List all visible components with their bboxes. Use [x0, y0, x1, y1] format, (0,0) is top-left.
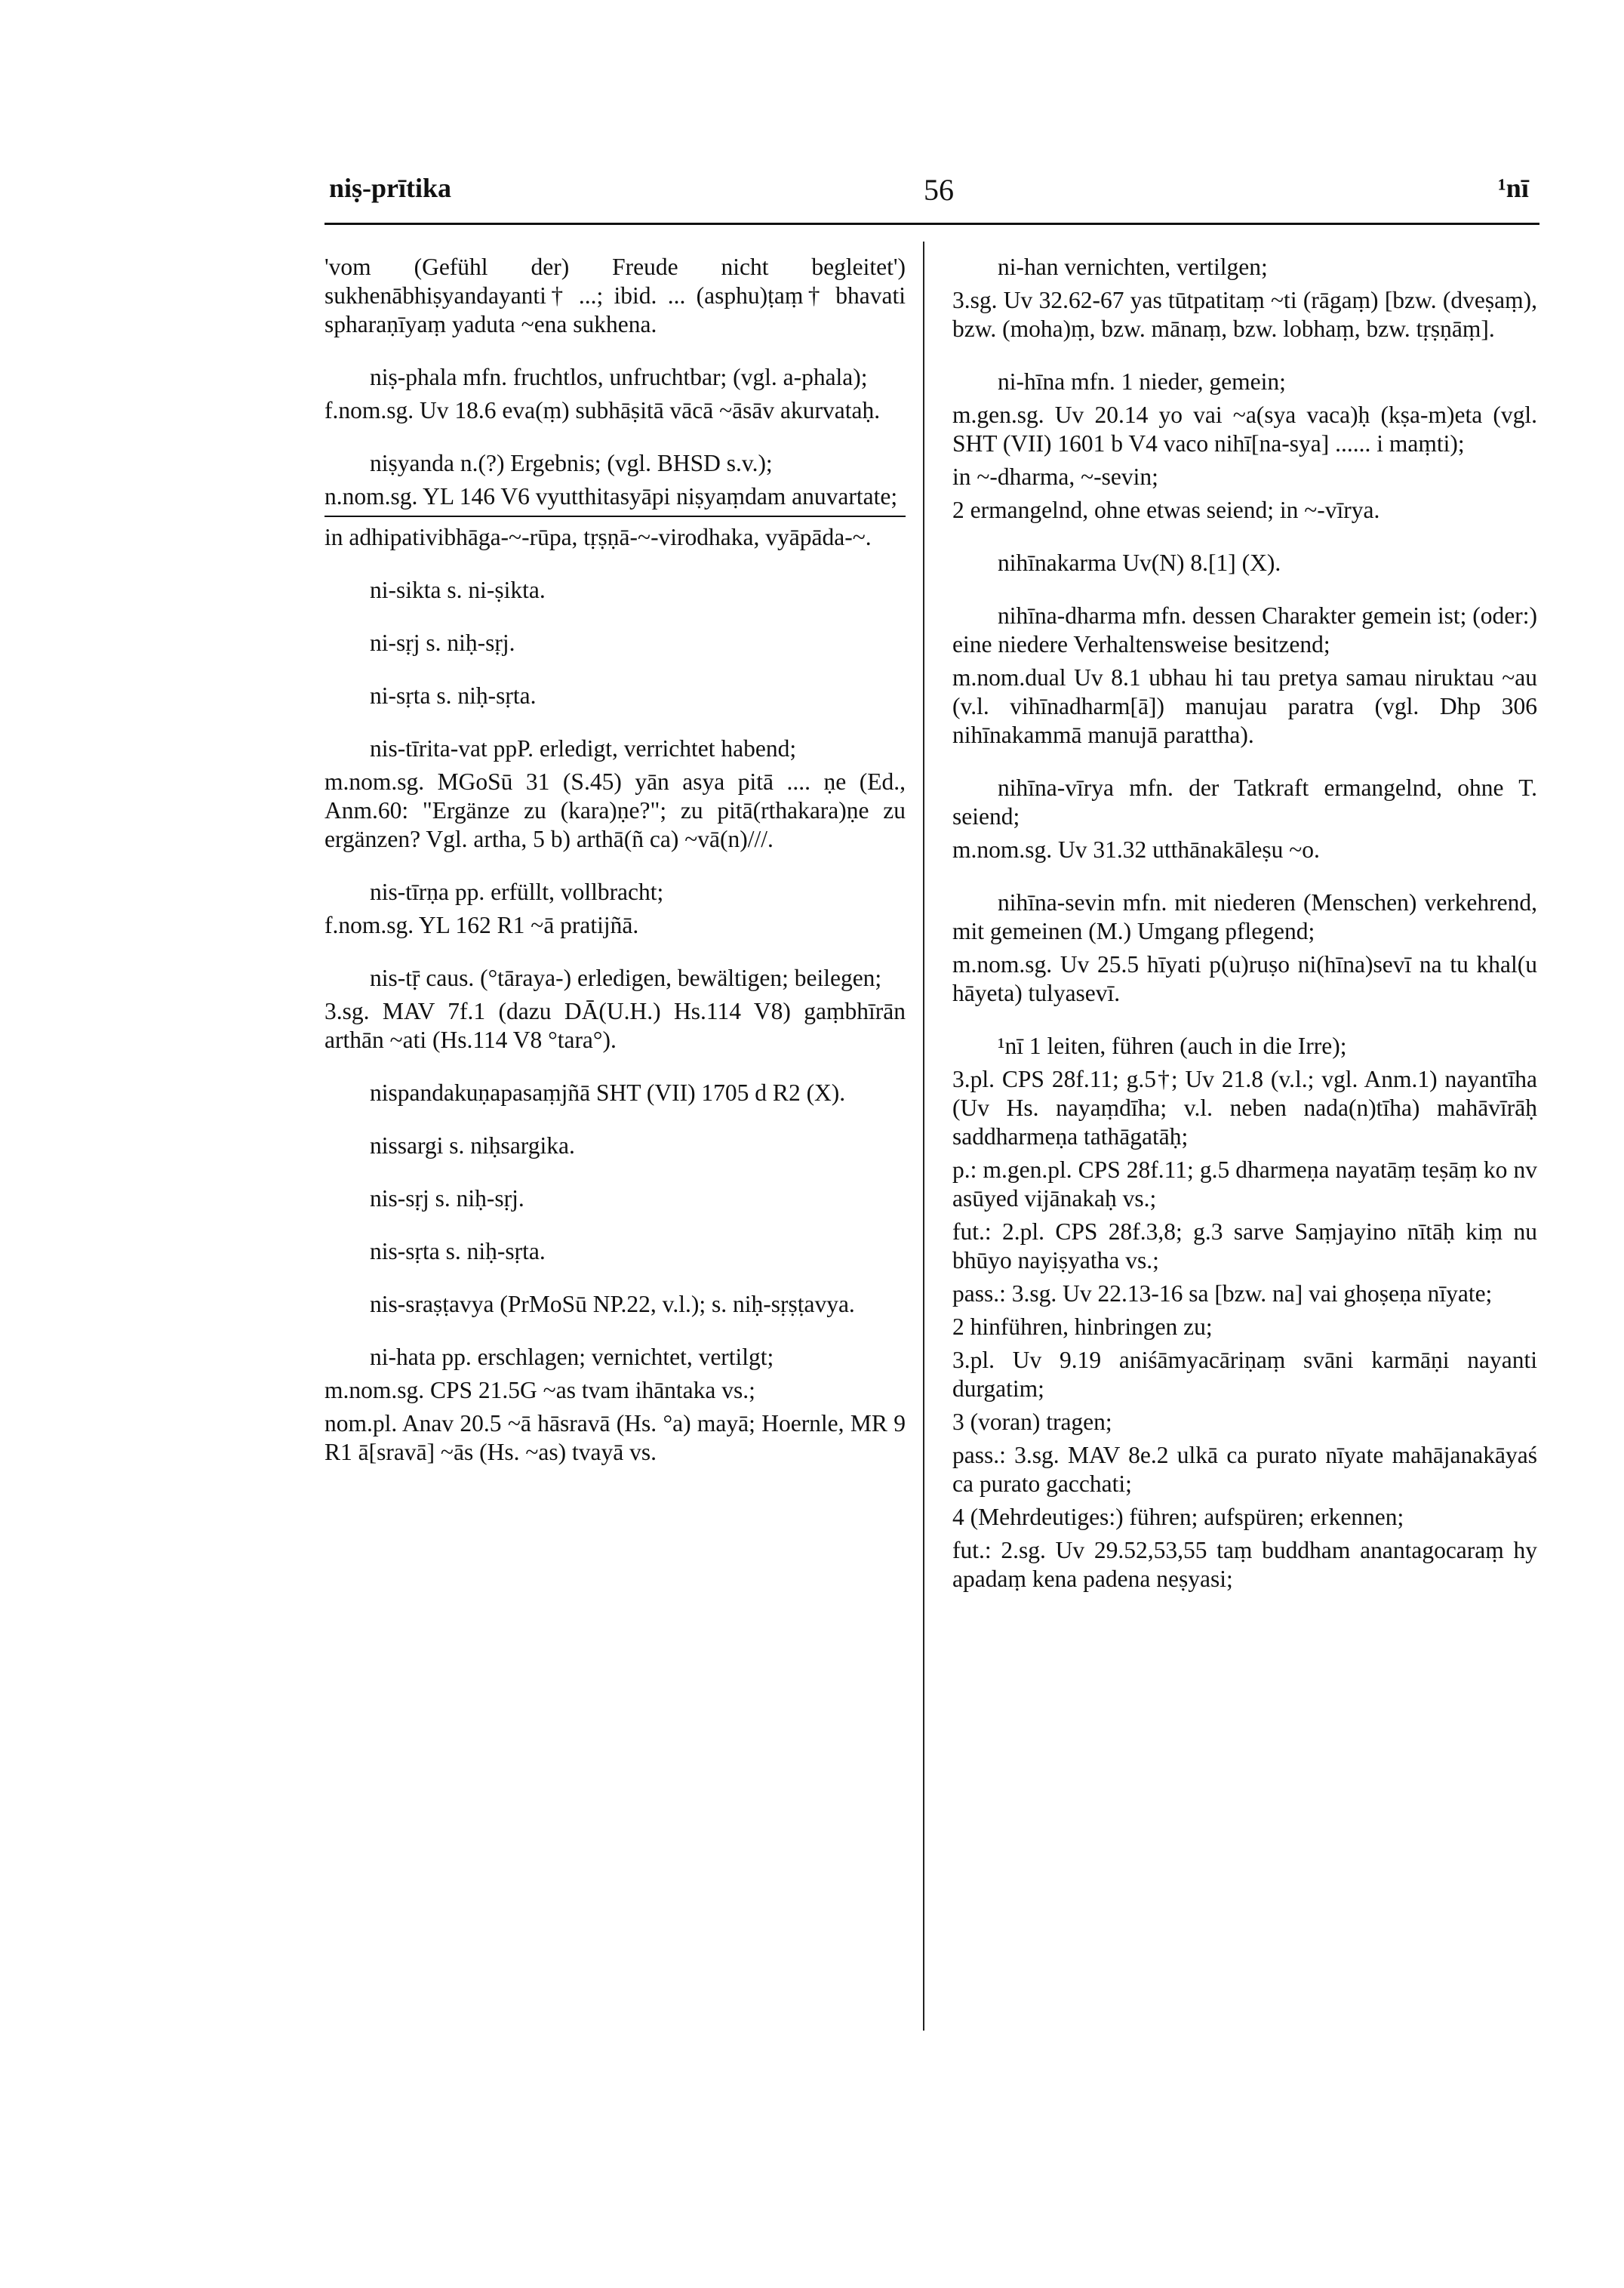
dictionary-entry: 3.sg. MAV 7f.1 (dazu DĀ(U.H.) Hs.114 V8) gaṃbhīrān arthān ~ati (Hs.114 V8 °tara°). — [324, 998, 906, 1053]
dictionary-entry: ni-han vernichten, vertilgen; — [998, 254, 1268, 280]
dictionary-entry: 3 (voran) tragen; — [952, 1409, 1112, 1435]
running-head-left: niṣ-prītika — [329, 173, 452, 203]
dictionary-entry: niṣyanda n.(?) Ergebnis; (vgl. BHSD s.v.); — [370, 450, 773, 476]
page-number: 56 — [924, 173, 954, 207]
running-head-right: ¹nī — [1498, 173, 1529, 203]
dictionary-entry: pass.: 3.sg. Uv 22.13-16 sa [bzw. na] vai ghoṣeṇa nīyate; — [952, 1280, 1493, 1307]
entry-separator-rule — [324, 516, 906, 517]
dictionary-entry: 3.pl. Uv 9.19 aniśāmyacāriṇaṃ svāni karmāṇi nayanti durgatim; — [952, 1347, 1537, 1402]
dictionary-entry: ¹nī 1 leiten, führen (auch in die Irre); — [998, 1033, 1347, 1059]
dictionary-entry: nihīnakarma Uv(N) 8.[1] (X). — [998, 550, 1281, 576]
dictionary-entry: nis-tīrita-vat ppP. erledigt, verrichtet habend; — [370, 735, 797, 762]
dictionary-entry: ni-hīna mfn. 1 nieder, gemein; — [998, 368, 1286, 395]
column-divider — [923, 242, 924, 2031]
dictionary-entry: ni-sṛta s. niḥ-sṛta. — [370, 682, 537, 709]
dictionary-entry: m.nom.sg. CPS 21.5G ~as tvam ihāntaka vs.; — [324, 1377, 755, 1403]
dictionary-entry: nis-sṛj s. niḥ-sṛj. — [370, 1185, 524, 1212]
dictionary-entry: nis-tṝ caus. (°tāraya-) erledigen, bewältigen; beilegen; — [370, 965, 882, 991]
left-column — [324, 253, 906, 1491]
dictionary-entry: nis-sṛta s. niḥ-sṛta. — [370, 1238, 546, 1264]
header-rule — [324, 223, 1539, 225]
dictionary-entry: m.nom.sg. Uv 25.5 hīyati p(u)ruṣo ni(hīna)sevī na tu khal(u hāyeta) tulyasevī. — [952, 951, 1537, 1006]
dictionary-entry: 'vom (Gefühl der) Freude nicht begleitet') sukhenābhiṣyandayanti† ...; ibid. ... (asphu)ṭaṃ† bhavati spharaṇīyaṃ yaduta ~ena sukhena. — [324, 254, 906, 337]
dictionary-entry: 2 ermangelnd, ohne etwas seiend; in ~-vīrya. — [952, 497, 1380, 523]
dictionary-entry: 3.pl. CPS 28f.11; g.5†; Uv 21.8 (v.l.; vgl. Anm.1) nayantīha (Uv Hs. nayaṃdīha; v.l. neben nada(n)tīha) mahāvīrāḥ saddharmeṇa tathāgatāḥ; — [952, 1066, 1537, 1150]
dictionary-entry: niṣ-phala mfn. fruchtlos, unfruchtbar; (vgl. a-phala); — [370, 364, 868, 390]
dictionary-entry: ni-sikta s. ni-ṣikta. — [370, 577, 546, 603]
dictionary-entry: nom.pl. Anav 20.5 ~ā hāsravā (Hs. °a) mayā; Hoernle, MR 9 R1 ā[sravā] ~ās (Hs. ~as) tvayā vs. — [324, 1410, 906, 1465]
dictionary-entry: p.: m.gen.pl. CPS 28f.11; g.5 dharmeṇa nayatāṃ teṣāṃ ko nv asūyed vijānakaḥ vs.; — [952, 1156, 1537, 1212]
dictionary-entry: 3.sg. Uv 32.62-67 yas tūtpatitaṃ ~ti (rāgaṃ) [bzw. (dveṣaṃ), bzw. (moha)ṃ, bzw. mānaṃ, bzw. lobhaṃ, bzw. tṛṣṇāṃ]. — [952, 287, 1537, 342]
dictionary-entry: m.nom.dual Uv 8.1 ubhau hi tau pretya samau niruktau ~au (v.l. vihīnadharm[ā]) manujau paratra (vgl. Dhp 306 nihīnakammā manujā parattha). — [952, 664, 1537, 748]
dictionary-entry: nis-tīrṇa pp. erfüllt, vollbracht; — [370, 879, 664, 905]
dictionary-entry: m.nom.sg. Uv 31.32 utthānakāleṣu ~o. — [952, 836, 1320, 863]
dictionary-entry: m.nom.sg. MGoSū 31 (S.45) yān asya pitā .... ṇe (Ed., Anm.60: "Ergänze zu (kara)ṇe?"; zu pitā(rthakara)ṇe zu ergänzen? Vgl. artha, 5 b) arthā(ñ ca) ~vā(n)///. — [324, 768, 906, 852]
dictionary-entry: nihīna-vīrya mfn. der Tatkraft ermangelnd, ohne T. seiend; — [952, 774, 1537, 830]
dictionary-entry: ni-hata pp. erschlagen; vernichtet, vertilgt; — [370, 1344, 774, 1370]
dictionary-entry: in adhipativibhāga-~-rūpa, tṛṣṇā-~-virodhaka, vyāpāda-~. — [324, 524, 872, 550]
dictionary-entry: m.gen.sg. Uv 20.14 yo vai ~a(sya vaca)ḥ (kṣa-m)eta (vgl. SHT (VII) 1601 b V4 vaco nihī[na-sya] ...... i maṃti); — [952, 402, 1537, 457]
dictionary-entry: f.nom.sg. YL 162 R1 ~ā pratijñā. — [324, 912, 639, 938]
dictionary-entry: 2 hinführen, hinbringen zu; — [952, 1313, 1213, 1340]
dictionary-entry: in ~-dharma, ~-sevin; — [952, 463, 1158, 490]
dictionary-entry: f.nom.sg. Uv 18.6 eva(ṃ) subhāṣitā vācā ~āsāv akurvataḥ. — [324, 397, 881, 423]
dictionary-entry: nispandakuṇapasaṃjñā SHT (VII) 1705 d R2 (X). — [370, 1079, 846, 1106]
dictionary-entry: ni-sṛj s. niḥ-sṛj. — [370, 630, 515, 656]
dictionary-entry: fut.: 2.sg. Uv 29.52,53,55 taṃ buddham anantagocaraṃ hy apadaṃ kena padena neṣyasi; — [952, 1537, 1537, 1592]
dictionary-entry: nihīna-dharma mfn. dessen Charakter gemein ist; (oder:) eine niedere Verhaltensweise besitzend; — [952, 602, 1537, 657]
dictionary-entry: n.nom.sg. YL 146 V6 vyutthitasyāpi niṣyaṃdam anuvartate; — [324, 483, 898, 510]
dictionary-entry: 4 (Mehrdeutiges:) führen; aufspüren; erkennen; — [952, 1504, 1404, 1530]
dictionary-entry: pass.: 3.sg. MAV 8e.2 ulkā ca purato nīyate mahājanakāyaś ca purato gacchati; — [952, 1442, 1537, 1497]
dictionary-entry: nissargi s. niḥsargika. — [370, 1132, 575, 1159]
dictionary-entry: fut.: 2.pl. CPS 28f.3,8; g.3 sarve Saṃjayino nītāḥ kiṃ nu bhūyo nayiṣyatha vs.; — [952, 1218, 1537, 1273]
right-column — [952, 253, 1537, 1598]
dictionary-entry: nis-sraṣṭavya (PrMoSū NP.22, v.l.); s. niḥ-sṛṣṭavya. — [370, 1291, 855, 1317]
dictionary-entry: nihīna-sevin mfn. mit niederen (Menschen) verkehrend, mit gemeinen (M.) Umgang pflegend; — [952, 889, 1537, 944]
